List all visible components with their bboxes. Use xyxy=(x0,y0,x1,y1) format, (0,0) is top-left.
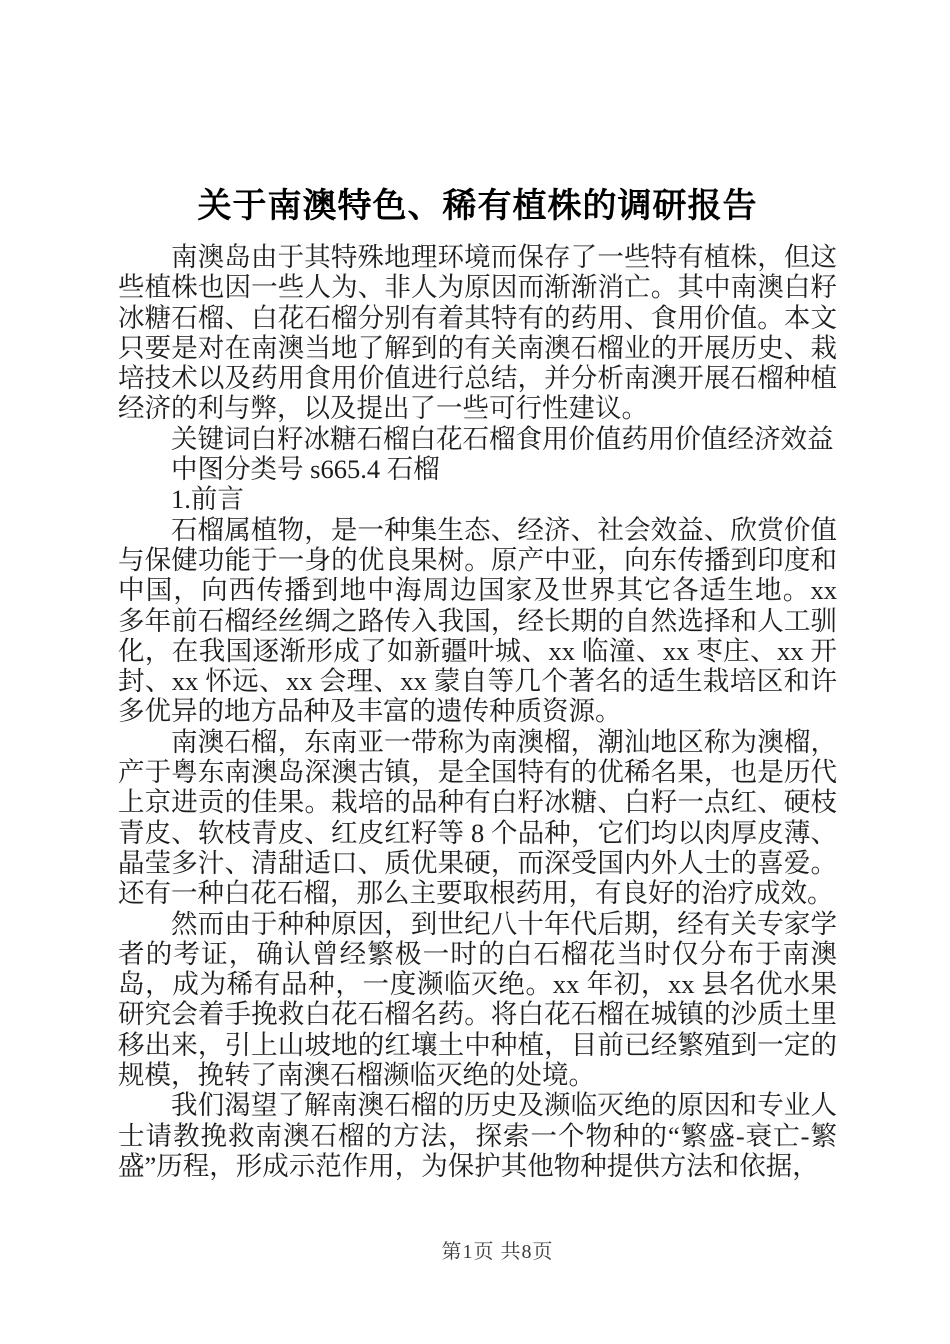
document-content xyxy=(118,185,837,1181)
page-footer xyxy=(0,1240,950,1264)
paragraph-research-goal: 我们渴望了解南澳石榴的历史及濒临灭绝的原因和专业人士请教挽救南澳石榴的方法，探索一个物种的“繁盛-衰亡-繁盛”历程，形成示范作用，为保护其他物种提供方法和依据， xyxy=(118,1090,837,1181)
document-title: 关于南澳特色、稀有植株的调研报告 xyxy=(197,188,758,225)
paragraph-nanao-varieties: 南澳石榴，东南亚一带称为南澳榴，潮汕地区称为澳榴，产于粤东南澳岛深澳古镇，是全国特有的优稀名果，也是历代上京进贡的佳果。栽培的品种有白籽冰糖、白籽一点红、硬枝青皮、软枝青皮、红皮红籽等 8 个品种，它们均以肉厚皮薄、晶莹多汁、清甜适口、质优果硬，而深受国内外人士的喜爱。还有一种白花石榴，那么主要取根药用，有良好的治疗成效。 xyxy=(118,726,837,909)
page-number-label: 第1页 共8页 xyxy=(441,1241,554,1263)
paragraph-pomegranate-origin: 石榴属植物，是一种集生态、经济、社会效益、欣赏价值与保健功能于一身的优良果树。原产中亚，向东传播到印度和中国，向西传播到地中海周边国家及世界其它各适生地。xx 多年前石榴经丝绸之路传入我国，经长期的自然选择和人工驯化，在我国逐渐形成了如新疆叶城、xx 临潼、xx 枣庄、xx 开封、xx 怀远、xx 会理、xx 蒙自等几个著名的适生栽培区和许多优异的地方品种及丰富的遗传种质资源。 xyxy=(118,514,837,727)
paragraph-rescue-history: 然而由于种种原因，到世纪八十年代后期，经有关专家学者的考证，确认曾经繁极一时的白石榴花当时仅分布于南澳岛，成为稀有品种，一度濒临灭绝。xx 年初，xx 县名优水果研究会着手挽救白花石榴名药。将白花石榴在城镇的沙质土里移出来，引上山坡地的红壤土中种植，目前已经繁殖到一定的规模，挽转了南澳石榴濒临灭绝的处境。 xyxy=(118,908,837,1091)
paragraph-intro: 南澳岛由于其特殊地理环境而保存了一些特有植株，但这些植株也因一些人为、非人为原因而渐渐消亡。其中南澳白籽冰糖石榴、白花石榴分别有着其特有的药用、食用价值。本文只要是对在南澳当地了解到的有关南澳石榴业的开展历史、栽培技术以及药用食用价值进行总结，并分析南澳开展石榴种植经济的利与弊，以及提出了一些可行性建议。 xyxy=(118,242,837,424)
paragraph-keywords: 关键词白籽冰糖石榴白花石榴食用价值药用价值经济效益 xyxy=(171,423,834,454)
section-heading-foreword: 1.前言 xyxy=(171,484,244,515)
paragraph-classification: 中图分类号 s665.4 石榴 xyxy=(171,454,440,485)
